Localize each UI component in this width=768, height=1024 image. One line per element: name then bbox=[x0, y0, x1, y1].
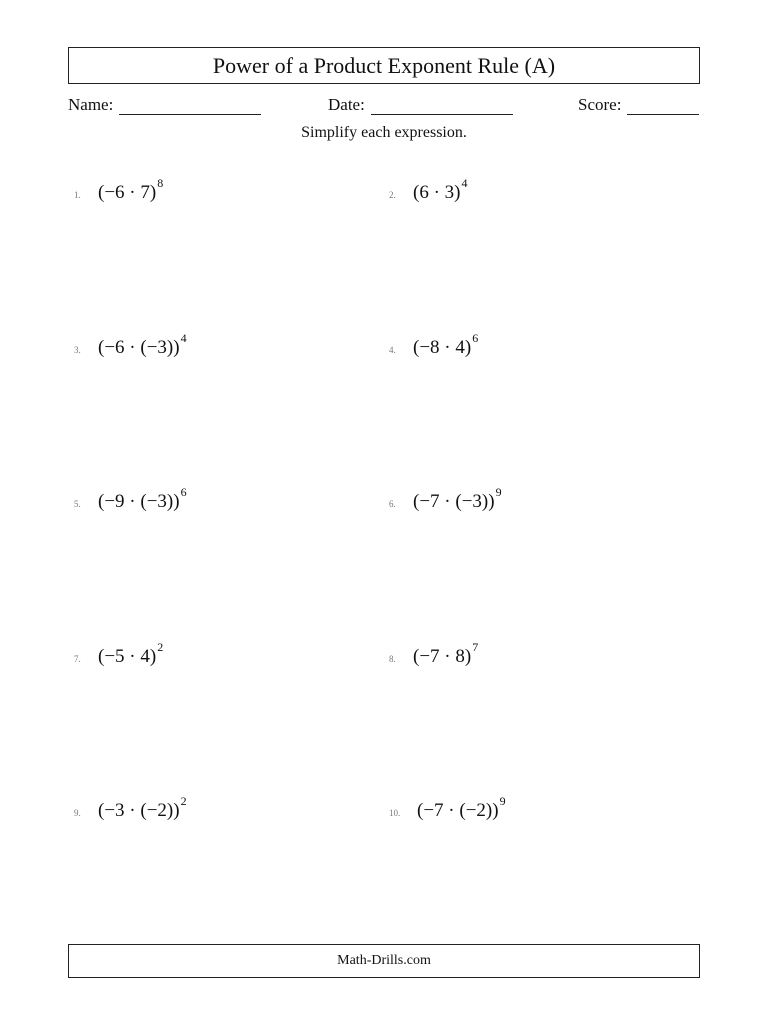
problem-expression bbox=[413, 485, 502, 513]
expression-base: (−7 · 8) bbox=[413, 646, 472, 667]
student-info-row bbox=[68, 92, 700, 120]
problem-number: 9. bbox=[74, 808, 81, 818]
expression-exponent: 2 bbox=[157, 640, 164, 654]
expression-exponent: 2 bbox=[180, 794, 187, 808]
problem-number: 2. bbox=[389, 190, 396, 200]
problem-item bbox=[74, 640, 163, 668]
expression-exponent: 4 bbox=[180, 331, 187, 345]
problem-expression bbox=[417, 794, 506, 822]
problem-number: 4. bbox=[389, 345, 396, 355]
problem-number: 8. bbox=[389, 654, 396, 664]
problem-item bbox=[389, 176, 467, 204]
problem-expression bbox=[413, 176, 467, 204]
problem-number: 3. bbox=[74, 345, 81, 355]
expression-exponent: 8 bbox=[157, 176, 164, 190]
score-blank-line bbox=[627, 92, 699, 115]
problem-item bbox=[389, 640, 478, 668]
footer bbox=[68, 944, 700, 978]
problem-item bbox=[389, 331, 478, 359]
problem-expression bbox=[413, 640, 478, 668]
problem-item bbox=[74, 176, 163, 204]
expression-exponent: 6 bbox=[472, 331, 479, 345]
footer-site-name: Math-Drills.com bbox=[337, 953, 431, 968]
problem-expression bbox=[98, 176, 163, 204]
problem-number: 6. bbox=[389, 499, 396, 509]
problem-number: 1. bbox=[74, 190, 81, 200]
worksheet-title bbox=[68, 47, 700, 84]
problem-expression bbox=[98, 640, 163, 668]
problem-expression bbox=[98, 485, 187, 513]
expression-base: (−6 · (−3)) bbox=[98, 337, 180, 358]
name-blank-line bbox=[119, 92, 261, 115]
expression-exponent: 4 bbox=[461, 176, 468, 190]
expression-exponent: 7 bbox=[472, 640, 479, 654]
score-label: Score: bbox=[578, 95, 622, 114]
expression-base: (6 · 3) bbox=[413, 182, 461, 203]
problem-item bbox=[74, 331, 187, 359]
problem-item bbox=[74, 485, 187, 513]
problem-expression bbox=[98, 331, 187, 359]
name-field bbox=[68, 92, 261, 115]
expression-base: (−7 · (−2)) bbox=[417, 800, 499, 821]
expression-base: (−5 · 4) bbox=[98, 646, 157, 667]
expression-exponent: 6 bbox=[180, 485, 187, 499]
problem-number: 5. bbox=[74, 499, 81, 509]
problem-number: 10. bbox=[389, 808, 401, 818]
worksheet-title-text: Power of a Product Exponent Rule (A) bbox=[212, 52, 556, 78]
expression-base: (−6 · 7) bbox=[98, 182, 157, 203]
name-label: Name: bbox=[68, 95, 114, 114]
problem-number: 7. bbox=[74, 654, 81, 664]
problem-expression bbox=[413, 331, 478, 359]
problem-item bbox=[389, 485, 502, 513]
score-field bbox=[578, 92, 699, 115]
expression-exponent: 9 bbox=[499, 794, 506, 808]
expression-exponent: 9 bbox=[495, 485, 502, 499]
expression-base: (−7 · (−3)) bbox=[413, 491, 495, 512]
expression-base: (−8 · 4) bbox=[413, 337, 472, 358]
problem-expression bbox=[98, 794, 187, 822]
date-label: Date: bbox=[328, 95, 365, 114]
date-field bbox=[328, 92, 513, 115]
instructions: Simplify each expression. bbox=[301, 124, 467, 141]
expression-base: (−3 · (−2)) bbox=[98, 800, 180, 821]
problem-item bbox=[389, 794, 506, 822]
expression-base: (−9 · (−3)) bbox=[98, 491, 180, 512]
problem-item bbox=[74, 794, 187, 822]
problem-grid bbox=[68, 176, 700, 946]
date-blank-line bbox=[371, 92, 513, 115]
